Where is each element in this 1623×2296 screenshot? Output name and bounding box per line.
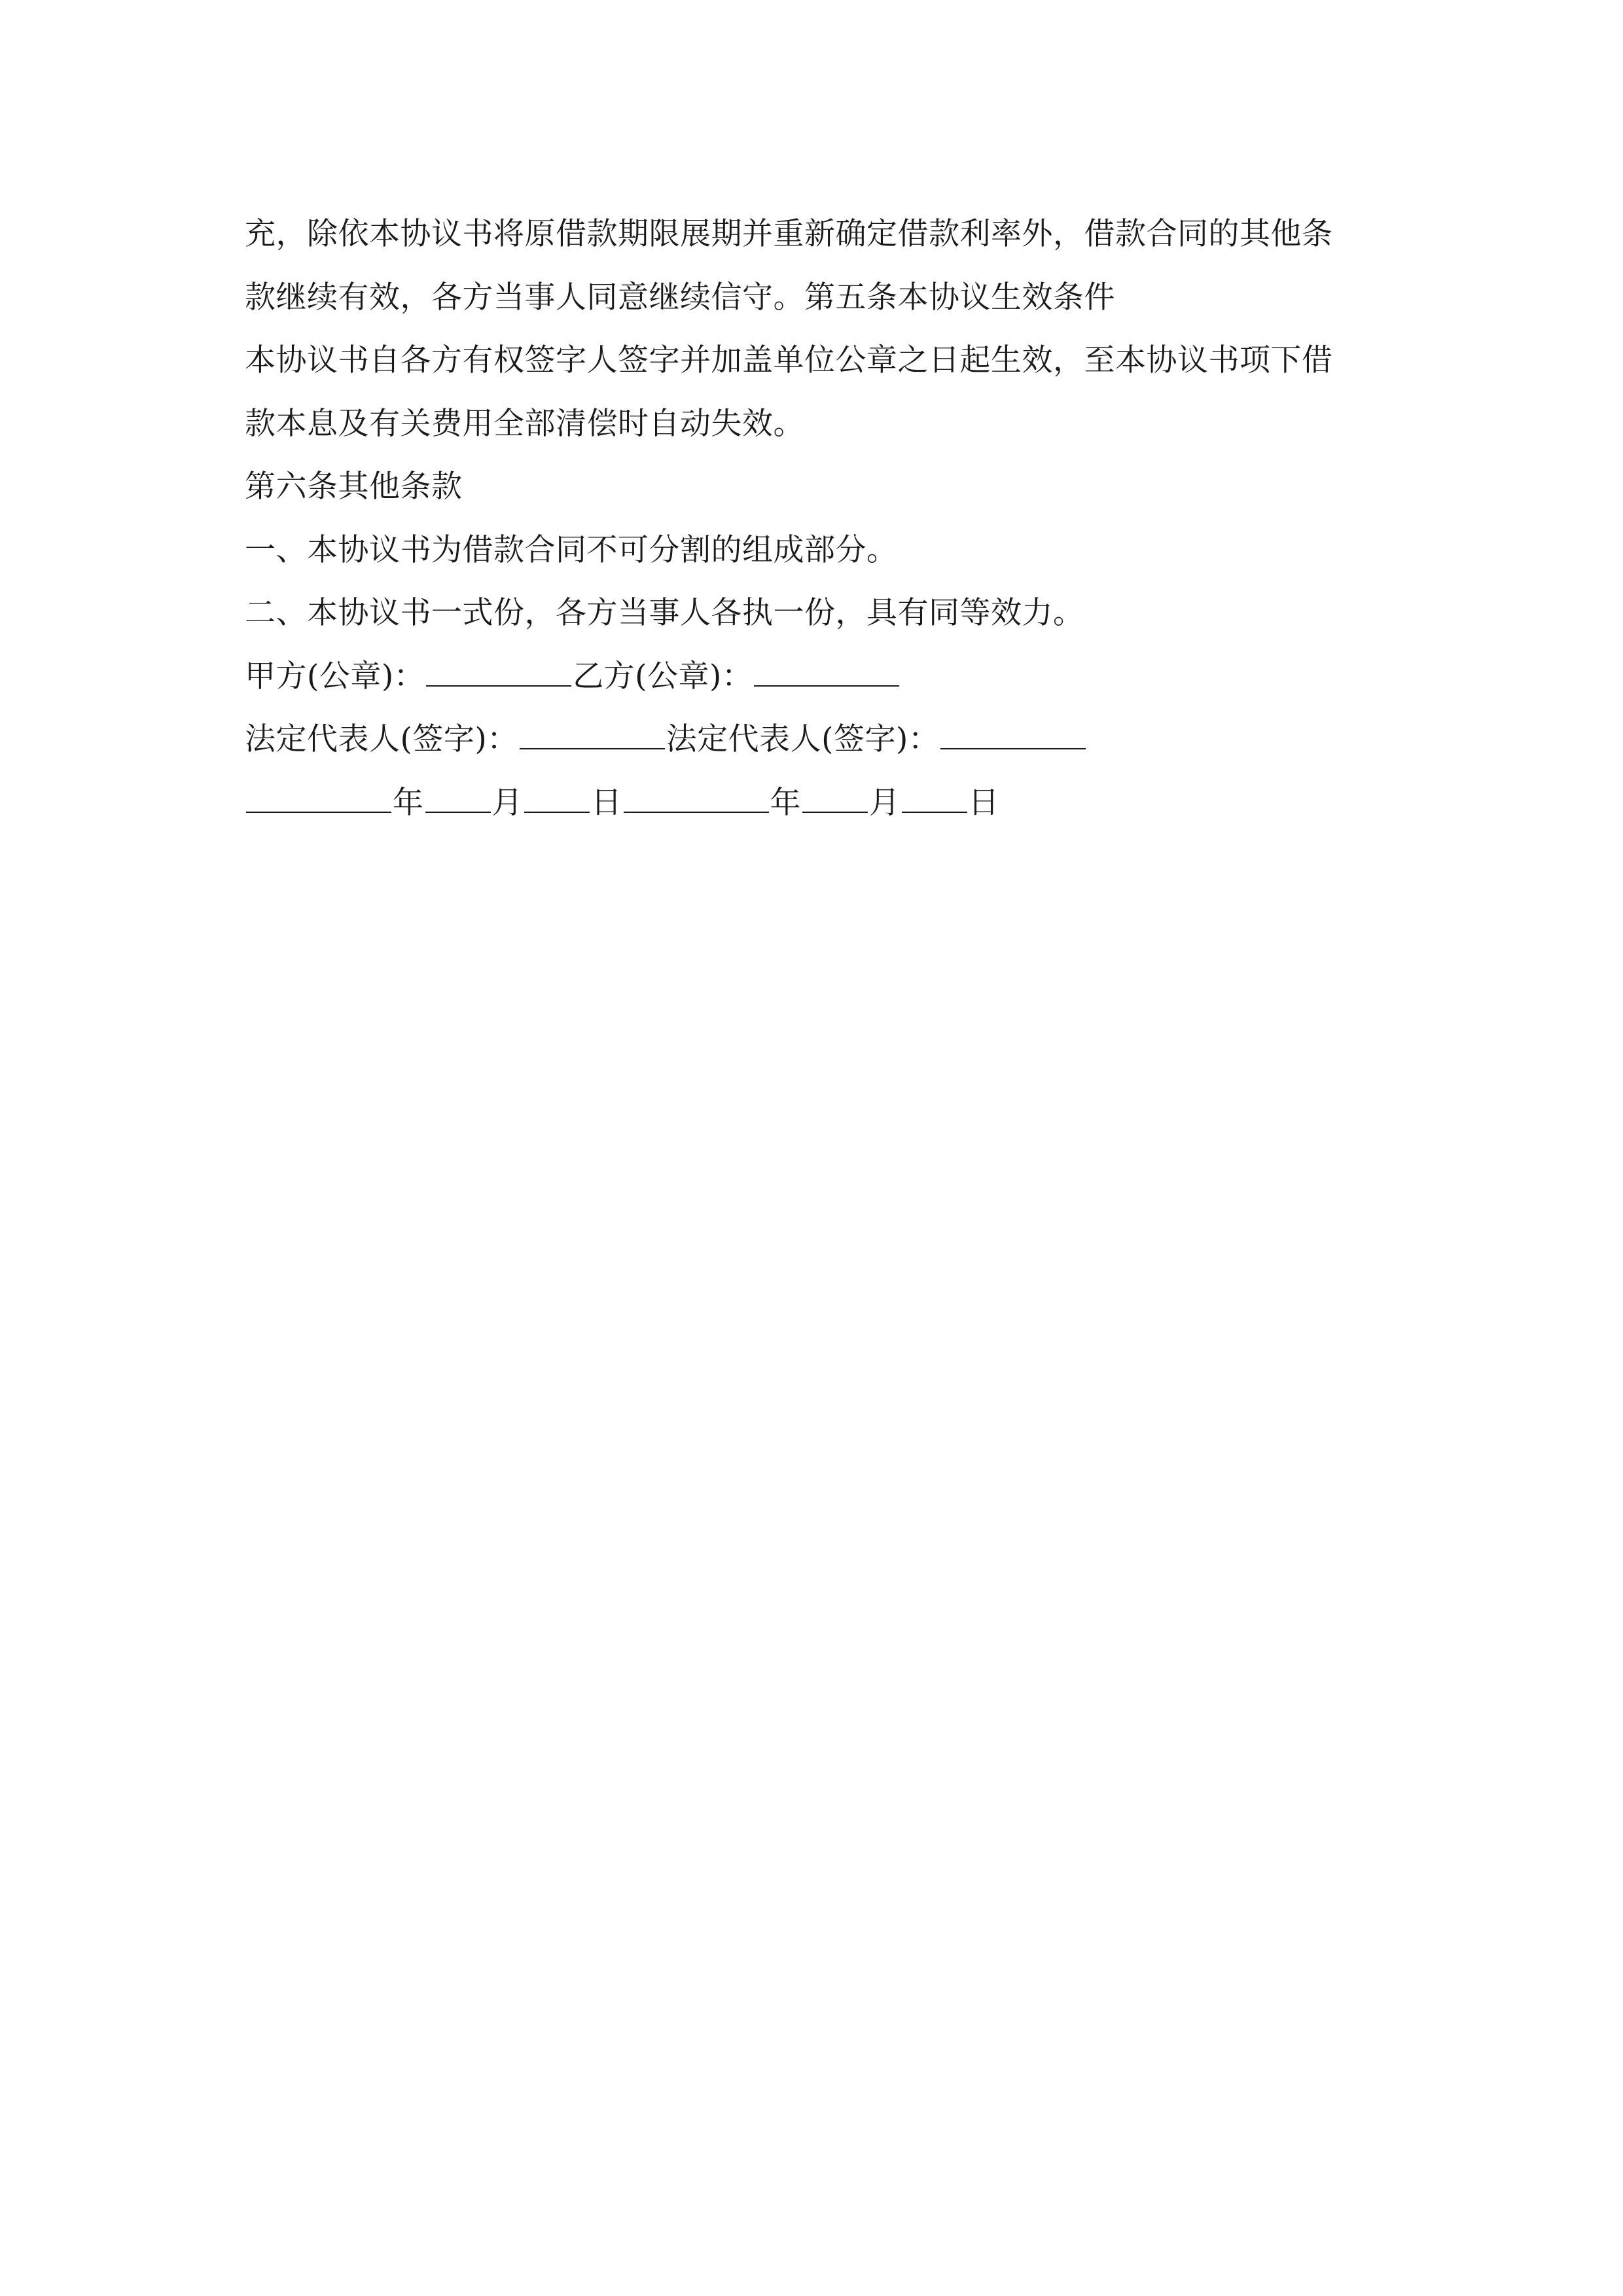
date-line xyxy=(245,772,1383,835)
date-a-month-blank xyxy=(425,781,491,813)
date-a-day-blank xyxy=(524,781,590,813)
day-label: 日 xyxy=(968,784,999,821)
date-b-year-blank xyxy=(624,781,769,813)
party-a-label: 甲方(公章)： xyxy=(245,658,425,694)
clause-item: 一、本协议书为借款合同不可分割的组成部分。 xyxy=(245,531,898,568)
paragraph-line: 款继续有效，各方当事人同意继续信守。第五条本协议生效条件 xyxy=(245,279,1115,315)
date-b-day-blank xyxy=(902,781,967,813)
rep-a-label: 法定代表人(签字)： xyxy=(245,721,518,757)
party-seal-line xyxy=(245,645,1383,709)
date-a-year-blank xyxy=(246,781,391,813)
paragraph-line: 款本息及有关费用全部清偿时自动失效。 xyxy=(245,405,804,442)
date-b-month-blank xyxy=(802,781,868,813)
paragraph-line: 充，除依本协议书将原借款期限展期并重新确定借款利率外，借款合同的其他条 xyxy=(245,216,1333,252)
party-b-blank xyxy=(754,655,899,687)
clause-item: 二、本协议书一式份，各方当事人各执一份，具有同等效力。 xyxy=(245,595,1084,631)
rep-b-label: 法定代表人(签字)： xyxy=(666,721,940,757)
year-label: 年 xyxy=(770,784,801,821)
day-label: 日 xyxy=(591,784,622,821)
paragraph-line: 本协议书自各方有权签字人签字并加盖单位公章之日起生效，至本协议书项下借 xyxy=(245,342,1333,378)
rep-b-blank xyxy=(940,718,1086,749)
month-label: 月 xyxy=(491,784,523,821)
month-label: 月 xyxy=(869,784,901,821)
rep-a-blank xyxy=(520,718,665,749)
year-label: 年 xyxy=(393,784,424,821)
section-heading: 第六条其他条款 xyxy=(245,469,463,505)
representative-line xyxy=(245,708,1383,772)
party-a-blank xyxy=(426,655,571,687)
document-body xyxy=(245,203,1383,834)
party-b-label: 乙方(公章)： xyxy=(573,658,753,694)
